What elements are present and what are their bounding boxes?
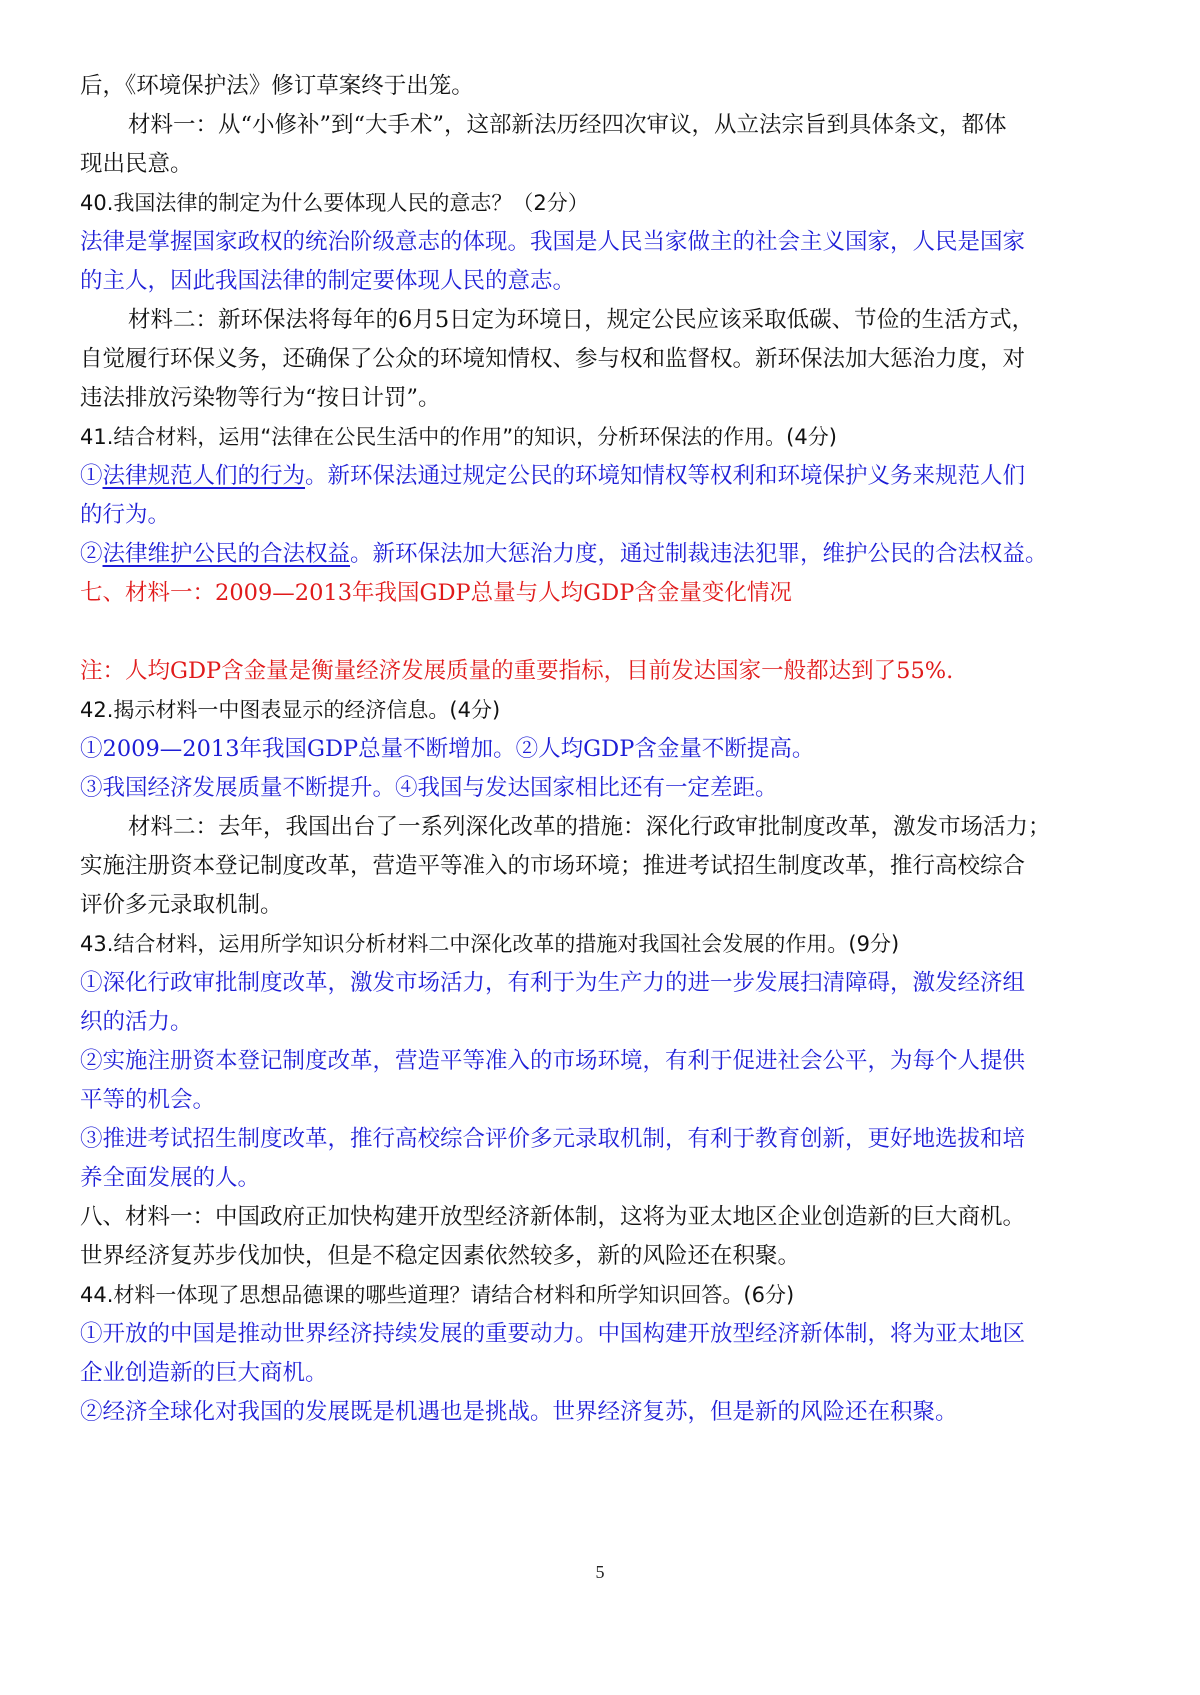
answer-line: ②实施注册资本登记制度改革，营造平等准入的市场环境，有利于促进社会公平，为每个人提供 xyxy=(80,1048,1026,1074)
answer-line: 的主人，因此我国法律的制定要体现人民的意志。 xyxy=(80,268,576,294)
question-44: 44.材料一体现了思想品德课的哪些道理？请结合材料和所学知识回答。(6分) xyxy=(80,1283,795,1307)
answer-line: ③推进考试招生制度改革，推行高校综合评价多元录取机制，有利于教育创新，更好地选拔和培 xyxy=(80,1126,1026,1152)
text-line: 违法排放污染物等行为“按日计罚”。 xyxy=(80,385,441,411)
text-line: 后，《环境保护法》修订草案终于出笼。 xyxy=(80,73,474,99)
answer-line: 企业创造新的巨大商机。 xyxy=(80,1360,328,1386)
material-paragraph: 材料一：从“小修补”到“大手术”，这部新法历经四次审议，从立法宗旨到具体条文，都体 xyxy=(128,112,1007,138)
answer-line xyxy=(80,456,1140,496)
answer-line: ②经济全球化对我国的发展既是机遇也是挑战。世界经济复苏，但是新的风险还在积聚。 xyxy=(80,1399,958,1425)
question-43: 43.结合材料，运用所学知识分析材料二中深化改革的措施对我国社会发展的作用。(9分) xyxy=(80,932,900,956)
answer-line: ①开放的中国是推动世界经济持续发展的重要动力。中国构建开放型经济新体制，将为亚太地区 xyxy=(80,1321,1026,1347)
answer-line: ①深化行政审批制度改革，激发市场活力，有利于为生产力的进一步发展扫清障碍，激发经济组 xyxy=(80,970,1026,996)
text-line: 实施注册资本登记制度改革，营造平等准入的市场环境；推进考试招生制度改革，推行高校综合 xyxy=(80,853,1026,879)
question-41: 41.结合材料，运用“法律在公民生活中的作用”的知识，分析环保法的作用。(4分) xyxy=(80,425,837,449)
text-line: 现出民意。 xyxy=(80,151,193,177)
section-eight-material: 八、材料一：中国政府正加快构建开放型经济新体制，这将为亚太地区企业创造新的巨大商机。 xyxy=(80,1204,1026,1230)
section-seven-heading: 七、材料一：2009—2013年我国GDP总量与人均GDP含金量变化情况 xyxy=(80,580,792,606)
page-number: 5 xyxy=(595,1562,605,1582)
underlined-keypoint: 法律维护公民的合法权益 xyxy=(102,541,351,567)
answer-line: ③我国经济发展质量不断提升。④我国与发达国家相比还有一定差距。 xyxy=(80,775,778,801)
material-paragraph: 材料二：去年，我国出台了一系列深化改革的措施：深化行政审批制度改革，激发市场活力； xyxy=(128,814,1051,840)
question-40: 40.我国法律的制定为什么要体现人民的意志？（2分） xyxy=(80,191,589,215)
answer-text: 。新环保法加大惩治力度，通过制裁违法犯罪，维护公民的合法权益。 xyxy=(350,541,1048,567)
answer-line: 养全面发展的人。 xyxy=(80,1165,261,1191)
underlined-keypoint: 法律规范人们的行为 xyxy=(102,463,306,489)
answer-marker: ① xyxy=(80,463,103,489)
answer-line: 的行为。 xyxy=(80,502,171,528)
answer-line: ①2009—2013年我国GDP总量不断增加。②人均GDP含金量不断提高。 xyxy=(80,736,815,762)
text-line: 自觉履行环保义务，还确保了公众的环境知情权、参与权和监督权。新环保法加大惩治力度，对 xyxy=(80,346,1026,372)
answer-line: 法律是掌握国家政权的统治阶级意志的体现。我国是人民当家做主的社会主义国家，人民是国家 xyxy=(80,229,1026,255)
answer-line: 织的活力。 xyxy=(80,1009,193,1035)
material-paragraph: 材料二：新环保法将每年的6月5日定为环境日，规定公民应该采取低碳、节俭的生活方式， xyxy=(128,307,1035,333)
answer-marker: ② xyxy=(80,541,103,567)
answer-line: 平等的机会。 xyxy=(80,1087,216,1113)
text-line: 评价多元录取机制。 xyxy=(80,892,283,918)
answer-text: 。新环保法通过规定公民的环境知情权等权利和环境保护义务来规范人们 xyxy=(305,463,1026,489)
answer-line xyxy=(80,534,1140,574)
text-line: 世界经济复苏步伐加快，但是不稳定因素依然较多，新的风险还在积聚。 xyxy=(80,1243,801,1269)
question-42: 42.揭示材料一中图表显示的经济信息。(4分) xyxy=(80,698,501,722)
note-line: 注：人均GDP含金量是衡量经济发展质量的重要指标，目前发达国家一般都达到了55%. xyxy=(80,658,954,684)
